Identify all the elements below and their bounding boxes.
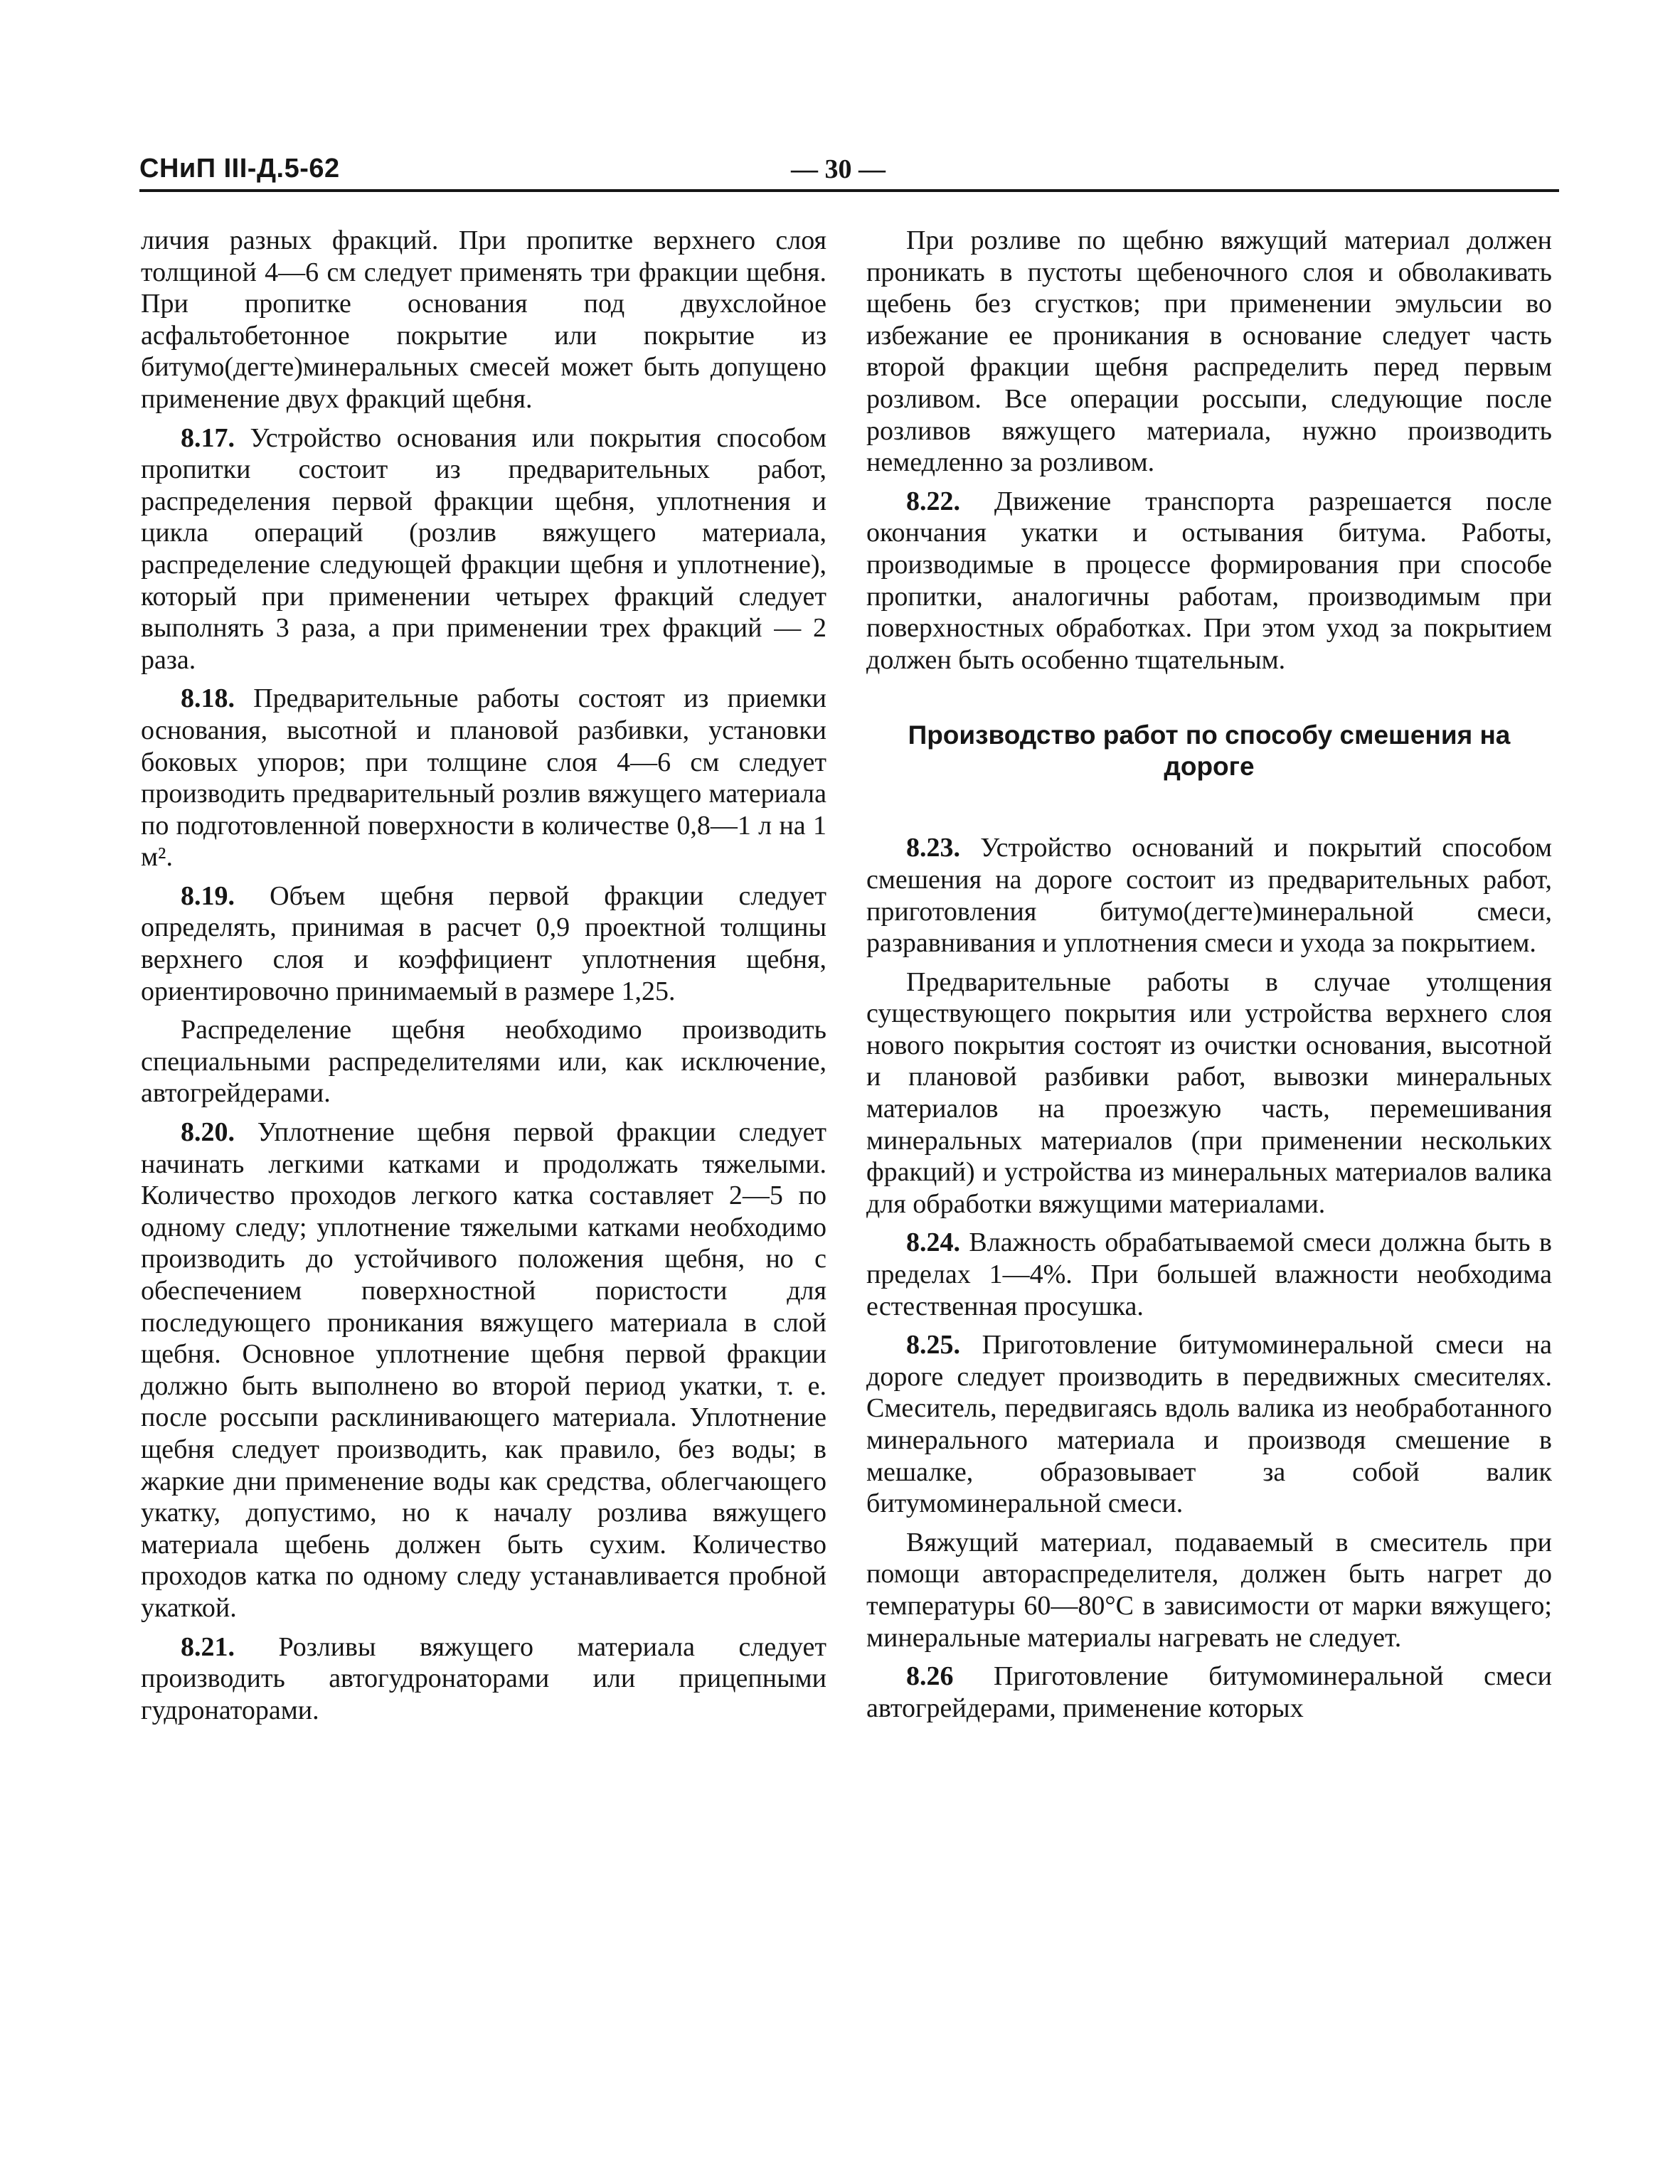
paragraph-continued xyxy=(141,225,826,415)
paragraph-text: Вяжущий материал, подаваемый в смеситель при помощи автораспределителя, должен быть нагрет до температуры 60—80°С в зависимости от марки вяжущего; минеральные материалы нагревать не следует. xyxy=(866,1527,1552,1653)
paragraph-text: Предварительные работы состоят из приемки основания, высотной и плановой разбивки, установки боковых упоров; при толщине слоя 4—6 см следует производить предварительный розлив вяжущего материала по подготовленной поверхности в количестве 0,8—1 л на 1 м². xyxy=(141,683,826,873)
paragraph-number: 8.20. xyxy=(181,1117,235,1148)
paragraph-text: Розливы вяжущего материала следует производить автогудронаторами или прицепными гудронаторами. xyxy=(141,1631,827,1725)
paragraph-text: Предварительные работы в случае утолщения существующего покрытия или устройства верхнего слоя нового покрытия состоят из очистки основания, высотной и плановой разбивки работ, вывозки минеральных материалов на проезжую часть, перемешивания минеральных материалов (при применении нескольких фракций) и устройства из минеральных материалов валика для обработки вяжущими материалами. xyxy=(866,966,1552,1219)
paragraph-text: Уплотнение щебня первой фракции следует начинать легкими катками и продолжать тяжелыми. Количество проходов легкого катка составляет 2—5 по одному следу; уплотнение тяжелыми катками необходимо производить до устойчивого положения щебня, но с обеспечением поверхностной пористости для последующего проникания вяжущего материала в слой щебня. Основное уплотнение щебня первой фракции должно быть выполнено во второй период укатки, т. е. после россыпи расклинивающего материала. Уплотнение щебня следует производить, как правило, без воды; в жаркие дни применение воды как средства, облегчающего укатку, допустимо, но к началу розлива вяжущего материала щебень должен быть сухим. Количество проходов катка по одному следу устанавливается пробной укаткой. xyxy=(141,1117,827,1623)
paragraph-number: 8.19. xyxy=(181,880,235,911)
header-rule xyxy=(139,189,1559,192)
paragraph-number: 8.22. xyxy=(906,486,960,516)
right-column xyxy=(866,225,1552,1731)
section-title: Производство работ по способу смешения на дороге xyxy=(908,720,1511,782)
paragraph-text: Влажность обрабатываемой смеси должна быть в пределах 1—4%. При большей влажности необходима естественная просушка. xyxy=(866,1227,1552,1321)
paragraph-8-19-continued xyxy=(141,1014,826,1109)
paragraph-text: Движение транспорта разрешается после окончания укатки и остывания битума. Работы, производимые в процессе формирования при способе пропитки, аналогичны работам, производимым при поверхностных обработках. При этом уход за покрытием должен быть особенно тщательным. xyxy=(866,486,1552,675)
paragraph-8-24 xyxy=(866,1227,1552,1322)
paragraph-8-20 xyxy=(141,1117,826,1624)
paragraph-text: Объем щебня первой фракции следует определять, принимая в расчет 0,9 проектной толщины верхнего слоя и коэффициент уплотнения щебня, ориентировочно принимаемый в размере 1,25. xyxy=(141,880,826,1006)
left-column xyxy=(141,225,826,1733)
paragraph-8-25 xyxy=(866,1329,1552,1520)
paragraph-8-26 xyxy=(866,1661,1552,1724)
paragraph-text: Приготовление битумоминеральной смеси на дороге следует производить в передвижных смесителях. Смеситель, передвигаясь вдоль валика из необработанного минерального материала и производя смешение в мешалке, образовывает за собой валик битумоминеральной смеси. xyxy=(866,1330,1552,1519)
paragraph-text: личия разных фракций. При пропитке верхнего слоя толщиной 4—6 см следует применять три фракции щебня. При пропитке основания под двухслойное асфальтобетонное покрытие или покрытие из битумо(дегте)минеральных смесей может быть допущено применение двух фракций щебня. xyxy=(141,225,826,414)
paragraph-8-23-continued xyxy=(866,966,1552,1220)
paragraph-number: 8.25. xyxy=(906,1330,960,1360)
paragraph-8-18 xyxy=(141,683,826,873)
paragraph-8-22 xyxy=(866,486,1552,676)
paragraph-number: 8.21. xyxy=(181,1631,235,1662)
paragraph-number: 8.23. xyxy=(906,833,960,863)
page-number: — 30 — xyxy=(791,154,886,184)
paragraph-8-21-continued xyxy=(866,225,1552,479)
paragraph-text: Устройство основания или покрытия способом пропитки состоит из предварительных работ, распределения первой фракции щебня, уплотнения и цикла операций (розлив вяжущего материала, распределение следующей фракции щебня и уплотнение), который при применении четырех фракций следует выполнять 3 раза, а при применении трех фракций — 2 раза. xyxy=(141,422,826,675)
page-header xyxy=(139,151,1558,193)
paragraph-number: 8.18. xyxy=(181,683,235,714)
paragraph-8-25-continued xyxy=(866,1527,1552,1653)
paragraph-text: Распределение щебня необходимо производить специальными распределителями или, как исключение, автогрейдерами. xyxy=(141,1015,826,1109)
paragraph-8-23 xyxy=(866,832,1552,959)
paragraph-text: Устройство оснований и покрытий способом смешения на дороге состоит из предварительных работ, приготовления битумо(дегте)минеральной смеси, разравнивания и уплотнения смеси и ухода за покрытием. xyxy=(866,833,1552,959)
paragraph-text: Приготовление битумоминеральной смеси автогрейдерами, применение которых xyxy=(866,1661,1553,1723)
paragraph-number: 8.17. xyxy=(181,422,235,453)
paragraph-number: 8.24. xyxy=(906,1227,960,1258)
paragraph-8-19 xyxy=(141,880,826,1007)
paragraph-text: При розливе по щебню вяжущий материал должен проникать в пустоты щебеночного слоя и обволакивать щебень без сгустков; при применении эмульсии во избежание ее проникания в основание следует часть второй фракции щебня распределить перед первым розливом. Все операции россыпи, следующие после розливов вяжущего материала, нужно производить немедленно за розливом. xyxy=(866,225,1552,478)
paragraph-number: 8.26 xyxy=(906,1661,954,1692)
paragraph-8-21 xyxy=(141,1631,826,1727)
paragraph-8-17 xyxy=(141,422,826,676)
document-code: СНиП III-Д.5-62 xyxy=(139,154,340,183)
